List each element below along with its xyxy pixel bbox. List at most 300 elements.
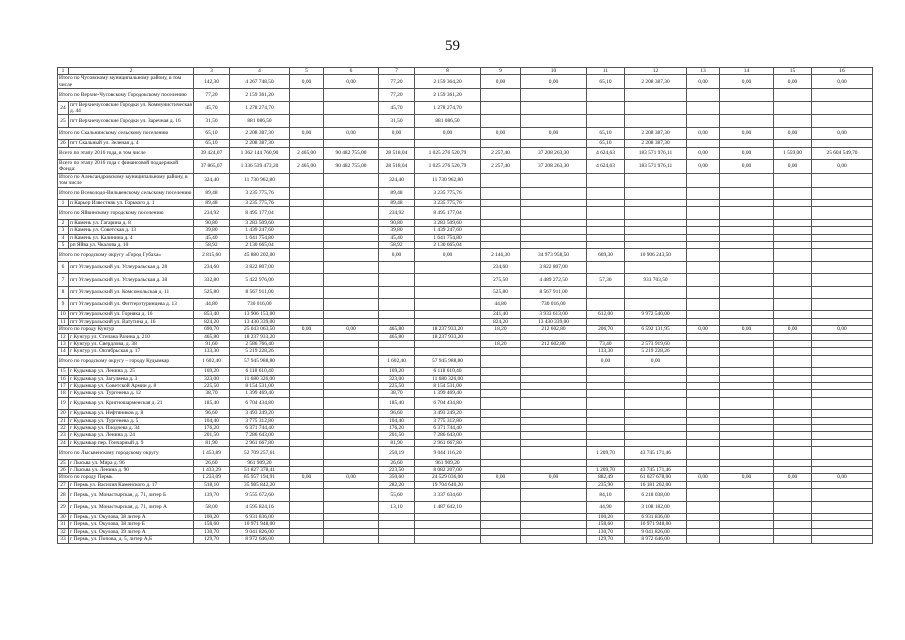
value-cell <box>481 234 521 241</box>
value-cell <box>324 368 379 375</box>
value-cell <box>812 187 873 199</box>
value-cell <box>481 200 521 207</box>
table-row <box>58 101 873 115</box>
value-cell: 6 704 434,80 <box>415 397 481 409</box>
address-cell: пгт Углеуральский ул. Углеуральская д. 28 <box>69 261 194 273</box>
value-cell <box>324 200 379 207</box>
value-cell <box>587 432 625 439</box>
row-number: 25 <box>58 459 69 466</box>
value-cell: 18 237 933,20 <box>230 333 290 340</box>
table-row <box>58 200 873 207</box>
value-cell <box>290 261 324 273</box>
value-cell <box>481 459 521 466</box>
value-cell: 212 602,80 <box>521 326 587 333</box>
value-cell <box>720 207 774 219</box>
value-cell <box>324 501 379 513</box>
row-name: Итого по Александровскому муниципальному району, в том числе <box>58 173 194 187</box>
value-cell <box>774 115 812 127</box>
value-cell <box>625 219 687 226</box>
value-cell: 11 730 962,80 <box>415 173 481 187</box>
column-number: 3 <box>194 68 230 75</box>
address-cell: пгт Углеуральский ул. Фиттерзтуринцева д. 13 <box>69 299 194 311</box>
table-row <box>58 242 873 249</box>
value-cell <box>587 101 625 115</box>
value-cell <box>720 242 774 249</box>
column-number: 14 <box>720 68 774 75</box>
value-cell <box>521 140 587 147</box>
value-cell <box>587 286 625 298</box>
value-cell <box>521 101 587 115</box>
value-cell <box>774 410 812 417</box>
table-row <box>58 521 873 528</box>
value-cell <box>290 425 324 432</box>
value-cell: 350,60 <box>379 474 415 481</box>
value-cell: 2 961 667,80 <box>415 439 481 446</box>
value-cell <box>812 299 873 311</box>
row-number: 17 <box>58 383 69 390</box>
value-cell: 19 704 640,20 <box>415 481 481 488</box>
value-cell <box>774 375 812 382</box>
value-cell: 2 159 364,20 <box>415 75 481 89</box>
row-name: Итого по городу Кунгур <box>58 326 194 333</box>
value-cell: 9 044 116,20 <box>415 447 481 459</box>
table-row <box>58 383 873 390</box>
value-cell <box>587 200 625 207</box>
value-cell <box>521 432 587 439</box>
value-cell <box>812 368 873 375</box>
value-cell <box>587 375 625 382</box>
value-cell <box>720 397 774 409</box>
address-cell: г Кудымкар ул. Тургенева д. 5 <box>69 417 194 424</box>
value-cell <box>290 355 324 367</box>
row-name: Итого по Верхне-Чусовскому Городокскому поселению <box>58 89 194 101</box>
row-number: 10 <box>58 311 69 318</box>
value-cell <box>290 390 324 397</box>
value-cell <box>812 417 873 424</box>
value-cell <box>774 417 812 424</box>
value-cell: 8 154 531,00 <box>230 383 290 390</box>
value-cell <box>415 299 481 311</box>
value-cell <box>290 227 324 234</box>
value-cell <box>774 536 812 543</box>
value-cell: 6 371 744,40 <box>415 425 481 432</box>
value-cell <box>521 242 587 249</box>
value-cell <box>625 286 687 298</box>
subtotal-row <box>58 147 873 159</box>
table-row <box>58 368 873 375</box>
value-cell: 3 822 807,00 <box>521 261 587 273</box>
value-cell <box>687 467 720 474</box>
value-cell <box>521 481 587 488</box>
value-cell: 77,20 <box>379 75 415 89</box>
value-cell <box>521 89 587 101</box>
value-cell: 323,00 <box>194 375 230 382</box>
address-cell: г Лысьва ул. Мира д. 96 <box>69 459 194 466</box>
value-cell <box>324 187 379 199</box>
value-cell <box>687 207 720 219</box>
value-cell <box>774 397 812 409</box>
value-cell <box>687 439 720 446</box>
value-cell: 1 602,40 <box>194 355 230 367</box>
value-cell <box>774 432 812 439</box>
value-cell <box>687 425 720 432</box>
value-cell <box>774 459 812 466</box>
value-cell <box>774 341 812 348</box>
value-cell <box>720 89 774 101</box>
value-cell: 0,00 <box>290 326 324 333</box>
value-cell: 9 041 826,00 <box>625 528 687 535</box>
value-cell <box>687 274 720 286</box>
value-cell <box>415 286 481 298</box>
value-cell <box>324 481 379 488</box>
value-cell: 100,20 <box>587 514 625 521</box>
value-cell <box>521 368 587 375</box>
address-cell: пгт Углеуральский ул. Углеуральская д. 38 <box>69 274 194 286</box>
value-cell <box>481 368 521 375</box>
value-cell: 11 730 962,80 <box>230 173 290 187</box>
value-cell: 1 641 754,80 <box>415 234 481 241</box>
row-number: 24 <box>58 101 69 115</box>
value-cell <box>625 187 687 199</box>
value-cell: 0,00 <box>415 127 481 139</box>
value-cell <box>625 397 687 409</box>
value-cell: 25 043 063,50 <box>230 326 290 333</box>
value-cell: 0,00 <box>720 326 774 333</box>
row-number: 11 <box>58 318 69 325</box>
subtotal-row <box>58 447 873 459</box>
row-number: 23 <box>58 432 69 439</box>
value-cell <box>720 318 774 325</box>
value-cell <box>290 311 324 318</box>
column-number: 6 <box>324 68 379 75</box>
row-number: 27 <box>58 481 69 488</box>
value-cell <box>625 242 687 249</box>
value-cell: 0,00 <box>324 474 379 481</box>
value-cell <box>290 318 324 325</box>
value-cell: 1 399 469,40 <box>415 390 481 397</box>
address-cell: пгт Скальный ул. Зеленая д. 4 <box>69 140 194 147</box>
value-cell <box>324 417 379 424</box>
value-cell: 2 573 919,60 <box>625 341 687 348</box>
row-number: 13 <box>58 341 69 348</box>
value-cell: 961 909,20 <box>230 459 290 466</box>
value-cell <box>481 481 521 488</box>
value-cell <box>687 410 720 417</box>
value-cell: 73,40 <box>587 341 625 348</box>
row-number: 16 <box>58 375 69 382</box>
value-cell: 100,20 <box>194 514 230 521</box>
row-name: Итого по Яйвинскому городскому поселению <box>58 207 194 219</box>
column-number: 7 <box>379 68 415 75</box>
value-cell <box>587 459 625 466</box>
value-cell <box>720 514 774 521</box>
value-cell: 9 972 540,00 <box>625 311 687 318</box>
value-cell: 1 439 247,60 <box>230 227 290 234</box>
value-cell: 3 235 775,76 <box>415 200 481 207</box>
row-number: 28 <box>58 489 69 501</box>
table-row <box>58 341 873 348</box>
value-cell <box>481 333 521 340</box>
table-row <box>58 439 873 446</box>
value-cell <box>481 417 521 424</box>
value-cell: 0,00 <box>687 160 720 174</box>
value-cell: 176,20 <box>379 425 415 432</box>
value-cell: 65,10 <box>194 140 230 147</box>
value-cell <box>587 234 625 241</box>
value-cell: 90,80 <box>194 219 230 226</box>
value-cell <box>625 383 687 390</box>
address-cell: пгт Углеуральский ул. Ватутина д. 16 <box>69 318 194 325</box>
value-cell <box>324 318 379 325</box>
address-cell: г Кудымкар ул. Советской Армии д. 8 <box>69 383 194 390</box>
value-cell <box>521 227 587 234</box>
address-cell: пгт Углеуральский ул. Горняка д. 16 <box>69 311 194 318</box>
value-cell <box>687 514 720 521</box>
value-cell: 0,00 <box>587 355 625 367</box>
value-cell <box>720 368 774 375</box>
table-row <box>58 467 873 474</box>
value-cell: 0,00 <box>687 75 720 89</box>
value-cell <box>587 173 625 187</box>
value-cell: 0,00 <box>625 355 687 367</box>
value-cell: 31,50 <box>379 115 415 127</box>
value-cell <box>812 140 873 147</box>
value-cell <box>625 459 687 466</box>
value-cell <box>324 459 379 466</box>
table-row <box>58 410 873 417</box>
table-row <box>58 311 873 318</box>
value-cell <box>687 348 720 355</box>
value-cell: 2 208 387,30 <box>625 140 687 147</box>
table-row <box>58 425 873 432</box>
address-cell: г Пермь, ул. Окулова, 38 литер А <box>69 514 194 521</box>
table-row <box>58 390 873 397</box>
table-row <box>58 261 873 273</box>
value-cell <box>481 219 521 226</box>
value-cell <box>812 261 873 273</box>
address-cell: г Кунгур ул. Свердлова, д. 38 <box>69 341 194 348</box>
value-cell: 4 624,63 <box>587 160 625 174</box>
value-cell <box>687 89 720 101</box>
value-cell: 65,10 <box>587 127 625 139</box>
column-number-row <box>58 68 873 75</box>
value-cell <box>687 489 720 501</box>
value-cell: 3 108 182,00 <box>625 501 687 513</box>
value-cell <box>324 333 379 340</box>
value-cell <box>587 410 625 417</box>
value-cell: 2 130 665,04 <box>415 242 481 249</box>
address-cell: г Пермь ул. Василия Каменского д. 17 <box>69 481 194 488</box>
value-cell <box>720 459 774 466</box>
value-cell <box>379 348 415 355</box>
value-cell <box>720 261 774 273</box>
value-cell <box>521 410 587 417</box>
value-cell: 881 086,50 <box>230 115 290 127</box>
table-row <box>58 333 873 340</box>
value-cell <box>687 397 720 409</box>
value-cell: 1 025 276 520,79 <box>415 147 481 159</box>
value-cell <box>720 417 774 424</box>
value-cell: 81,90 <box>379 439 415 446</box>
value-cell: 234,92 <box>194 207 230 219</box>
value-cell <box>720 140 774 147</box>
address-cell: г Кудымкар ул. Нефтяников д. 8 <box>69 410 194 417</box>
value-cell <box>521 234 587 241</box>
value-cell: 323,00 <box>379 375 415 382</box>
value-cell <box>774 318 812 325</box>
value-cell <box>720 115 774 127</box>
value-cell: 85 957 194,91 <box>230 474 290 481</box>
value-cell: 57,30 <box>587 274 625 286</box>
value-cell: 104,40 <box>194 417 230 424</box>
table-row <box>58 432 873 439</box>
value-cell <box>290 249 324 261</box>
value-cell: 2 159 361,20 <box>415 89 481 101</box>
value-cell <box>290 397 324 409</box>
value-cell: 1 453,89 <box>194 447 230 459</box>
value-cell <box>812 514 873 521</box>
table-row <box>58 348 873 355</box>
value-cell: 38,70 <box>379 390 415 397</box>
value-cell <box>687 200 720 207</box>
value-cell: 4 624,63 <box>587 147 625 159</box>
row-number: 29 <box>58 501 69 513</box>
value-cell: 324,40 <box>379 173 415 187</box>
table-row <box>58 286 873 298</box>
value-cell <box>687 234 720 241</box>
value-cell: 28 518,04 <box>379 147 415 159</box>
value-cell: 730 016,00 <box>230 299 290 311</box>
value-cell <box>625 207 687 219</box>
value-cell: 130,70 <box>587 528 625 535</box>
value-cell <box>324 536 379 543</box>
value-cell: 43 745 171,46 <box>625 447 687 459</box>
value-cell: 61 027 678,00 <box>625 474 687 481</box>
address-cell: г Кунгур ул. Октябрьская д. 17 <box>69 348 194 355</box>
row-number: 3 <box>58 227 69 234</box>
value-cell <box>687 173 720 187</box>
value-cell: 45 880 202,00 <box>230 249 290 261</box>
value-cell <box>290 521 324 528</box>
table-row <box>58 481 873 488</box>
value-cell <box>290 200 324 207</box>
value-cell: 2 130 665,04 <box>230 242 290 249</box>
value-cell <box>481 425 521 432</box>
value-cell <box>720 439 774 446</box>
row-number: 25 <box>58 115 69 127</box>
address-cell: п Камень ул. Гагарина д. 8 <box>69 219 194 226</box>
value-cell <box>625 227 687 234</box>
value-cell: 1 559,00 <box>774 147 812 159</box>
value-cell <box>481 489 521 501</box>
value-cell <box>687 375 720 382</box>
value-cell <box>812 341 873 348</box>
value-cell: 0,00 <box>415 249 481 261</box>
value-cell: 129,70 <box>587 536 625 543</box>
value-cell <box>290 447 324 459</box>
row-name: Всего по этапу 2016 года, в том числе <box>58 147 194 159</box>
value-cell: 1 278 274,70 <box>415 101 481 115</box>
value-cell <box>290 219 324 226</box>
value-cell <box>774 219 812 226</box>
value-cell <box>415 348 481 355</box>
value-cell <box>379 521 415 528</box>
value-cell <box>324 348 379 355</box>
value-cell <box>290 234 324 241</box>
value-cell: 1 439 247,60 <box>415 227 481 234</box>
value-cell: 183 571 976,11 <box>625 147 687 159</box>
value-cell <box>521 355 587 367</box>
value-cell: 9 555 672,60 <box>230 489 290 501</box>
value-cell <box>379 299 415 311</box>
value-cell: 1 399 469,40 <box>230 390 290 397</box>
value-cell: 225,50 <box>194 383 230 390</box>
value-cell: 3 283 509,60 <box>230 219 290 226</box>
value-cell: 250,19 <box>379 447 415 459</box>
value-cell <box>812 521 873 528</box>
value-cell <box>687 368 720 375</box>
column-number: 11 <box>587 68 625 75</box>
value-cell <box>720 536 774 543</box>
value-cell <box>521 375 587 382</box>
value-cell <box>324 439 379 446</box>
value-cell <box>290 274 324 286</box>
row-number: 22 <box>58 425 69 432</box>
value-cell <box>720 383 774 390</box>
value-cell: 6 592 131,95 <box>625 326 687 333</box>
value-cell: 612,00 <box>587 311 625 318</box>
address-cell: г Пермь, ул. Окулова, 38 литер Б <box>69 521 194 528</box>
value-cell <box>720 375 774 382</box>
row-number: 30 <box>58 514 69 521</box>
value-cell: 824,20 <box>481 318 521 325</box>
value-cell <box>290 89 324 101</box>
value-cell: 2 465,00 <box>290 160 324 174</box>
value-cell <box>481 410 521 417</box>
value-cell <box>290 286 324 298</box>
table-row <box>58 489 873 501</box>
value-cell <box>687 417 720 424</box>
value-cell: 158,60 <box>194 521 230 528</box>
value-cell: 3 775 312,80 <box>415 417 481 424</box>
value-cell <box>812 467 873 474</box>
row-name: Итого по Чусовскому муниципальному району, в том числе <box>58 75 194 89</box>
value-cell <box>720 425 774 432</box>
row-number: 18 <box>58 390 69 397</box>
value-cell <box>587 187 625 199</box>
value-cell: 10 971 948,00 <box>625 521 687 528</box>
value-cell <box>774 501 812 513</box>
value-cell <box>481 514 521 521</box>
value-cell: 57 945 988,80 <box>230 355 290 367</box>
value-cell <box>774 439 812 446</box>
page-number: 59 <box>445 38 460 54</box>
value-cell <box>774 286 812 298</box>
value-cell: 3 283 509,60 <box>415 219 481 226</box>
value-cell <box>720 410 774 417</box>
value-cell <box>625 375 687 382</box>
value-cell: 0,00 <box>774 127 812 139</box>
value-cell <box>521 187 587 199</box>
value-cell: 4 267 748,50 <box>230 75 290 89</box>
value-cell <box>521 459 587 466</box>
value-cell: 2 208 387,30 <box>230 127 290 139</box>
value-cell <box>812 348 873 355</box>
value-cell: 0,00 <box>812 75 873 89</box>
value-cell <box>324 89 379 101</box>
value-cell <box>720 286 774 298</box>
value-cell <box>324 355 379 367</box>
